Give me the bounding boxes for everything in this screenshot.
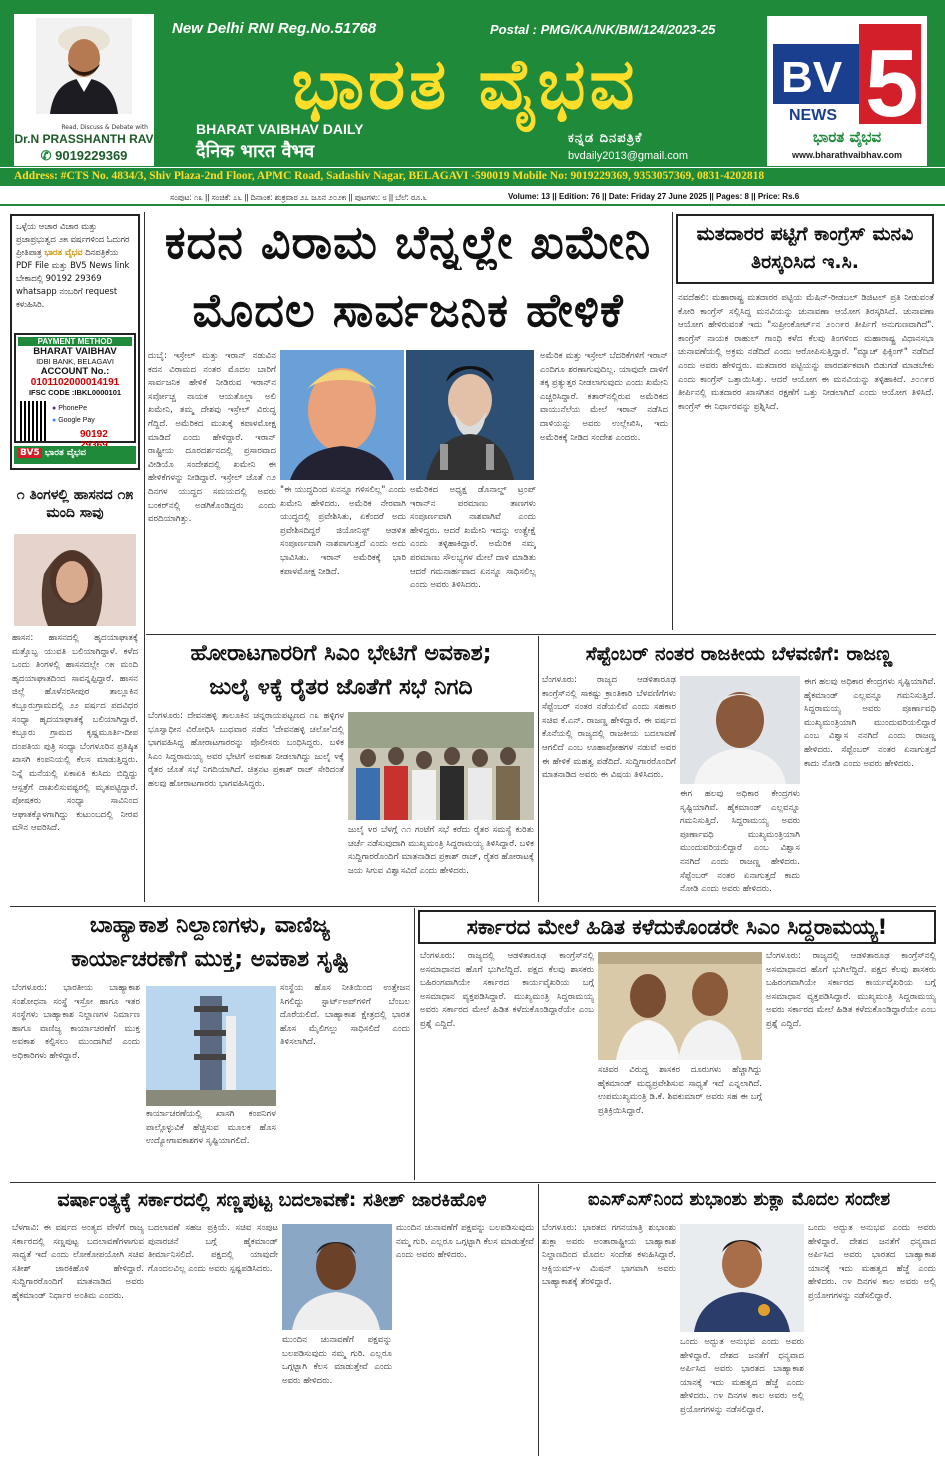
satish-col-3: ಮುಂದಿನ ಚುನಾವಣೆಗೆ ಪಕ್ಷವನ್ನು ಬಲಪಡಿಸುವುದು ನಮ್ಮ ಗುರಿ. ಎಲ್ಲರೂ ಒಗ್ಗಟ್ಟಾಗಿ ಕೆಲಸ ಮಾಡುತ್ತೇವೆ ಎಂದು ಅವರು ಹೇಳಿದರು. — [396, 1223, 534, 1261]
mini-banner — [14, 446, 136, 464]
cm-col-1: ಬೆಂಗಳೂರು: ರಾಜ್ಯದಲ್ಲಿ ಆಡಳಿತಾರೂಢ ಕಾಂಗ್ರೆಸ್‌ನಲ್ಲಿ ಅಸಮಾಧಾನದ ಹೊಗೆ ಭುಗಿಲೆದ್ದಿದೆ. ಪಕ್ಷದ ಕೆಲವು ಶಾಸಕರು ಬಹಿರಂಗವಾಗಿಯೇ ಸರ್ಕಾರದ ಕಾರ್ಯವೈಖರಿಯ ಬಗ್ಗೆ ಅಸಮಾಧಾನ ವ್ಯಕ್ತಪಡಿಸಿದ್ದಾರೆ. ಮುಖ್ಯಮಂತ್ರಿ ಸಿದ್ದರಾಮಯ್ಯ ಅವರು ಸರ್ಕಾರದ ಮೇಲೆ ಹಿಡಿತ ಕಳೆದುಕೊಂಡಿದ್ದಾರೆಯೇ ಎಂಬ ಪ್ರಶ್ನೆ ಎದ್ದಿದೆ. — [420, 951, 594, 1029]
cm-headline: ಸರ್ಕಾರದ ಮೇಲೆ ಹಿಡಿತ ಕಳೆದುಕೊಂಡರೇ ಸಿಎಂ ಸಿದ್ದರಾಮಯ್ಯ! — [466, 915, 888, 939]
payment-bank: IDBI BANK, BELAGAVI — [36, 357, 114, 366]
editor-phone — [14, 148, 154, 164]
promo-text-2: ದಿನಪತ್ರಿಕೆಯ PDF File ಮತ್ತು BV5 News link ಬೇಕಾದಲ್ಲಿ 90192 29369 whatsapp ನಂಬರಿಗೆ request ಕಳುಹಿಸಿರಿ. — [16, 247, 130, 309]
iss-headline: ಐಎಸ್‌ಎಸ್‌ನಿಂದ ಶುಭಾಂಶು ಶುಕ್ಲಾ ಮೊದಲ ಸಂದೇಶ — [587, 1189, 891, 1210]
rajanna-col-2: ಈಗ ಹಲವು ಅಧಿಕಾರ ಕೇಂದ್ರಗಳು ಸೃಷ್ಟಿಯಾಗಿವೆ. ಹೈಕಮಾಂಡ್ ಎಲ್ಲವನ್ನೂ ಗಮನಿಸುತ್ತಿದೆ. ಸಿದ್ದರಾಮಯ್ಯ ಅವರು ಪೂರ್ಣಾವಧಿ ಮುಖ್ಯಮಂತ್ರಿಯಾಗಿ ಮುಂದುವರಿಯಲಿದ್ದಾರೆ ಎಂಬ ವಿಶ್ವಾಸ ನನಗಿದೆ ಎಂದು ರಾಜಣ್ಣ ಹೇಳಿದರು. ಸೆಪ್ಟೆಂಬರ್ ನಂತರ ಏನಾಗುತ್ತದೆ ಕಾದು ನೋಡಿ ಎಂದು ಅವರು ಹೇಳಿದರು. — [804, 677, 936, 769]
gpay-icon: ● — [52, 417, 57, 424]
satish-photo — [282, 1224, 392, 1330]
newspaper-title-english: BHARAT VAIBHAV DAILY — [196, 121, 364, 137]
postal-number: Postal : PMG/KA/NK/BM/124/2023-25 — [490, 22, 716, 37]
kannada-daily-label: ಕನ್ನಡ ದಿನಪತ್ರಿಕೆ — [568, 131, 643, 146]
promo-highlight: ಭಾರತ ವೈಭವ — [44, 247, 83, 257]
lead-col-3: ಅಮೆರಿಕದ ಅಧ್ಯಕ್ಷ ಡೊನಾಲ್ಡ್ ಟ್ರಂಪ್ ಇರಾನ್‌ನ ಪರಮಾಣು ತಾಣಗಳು ಸಂಪೂರ್ಣವಾಗಿ ನಾಶವಾಗಿವೆ ಎಂದು ಹೇಳಿದ್ದರು. ಆದರೆ ಖಮೇನಿ ಇದನ್ನು ಉತ್ಪ್ರೇಕ್ಷೆ ಎಂದು ತಳ್ಳಿಹಾಕಿದ್ದಾರೆ. ಅಮೆರಿಕ ನಮ್ಮ ಪರಮಾಣು ಸೌಲಭ್ಯಗಳ ಮೇಲೆ ದಾಳಿ ಮಾಡಿತು ಆದರೆ ಗಮನಾರ್ಹವಾದ ಏನನ್ನೂ ಸಾಧಿಸಲಿಲ್ಲ ಎಂದು ಅವರು ತಿಳಿಸಿದರು. — [410, 485, 536, 591]
qr-code-icon — [20, 401, 46, 441]
lead-col-2: "ಈ ಯುದ್ಧದಿಂದ ಏನನ್ನೂ ಗಳಿಸಲಿಲ್ಲ" ಎಂದು ಖಮೇನಿ ಹೇಳಿದರು. ಅಮೆರಿಕ ನೇರವಾಗಿ ಯುದ್ಧದಲ್ಲಿ ಪ್ರವೇಶಿಸಿತು, ಏಕೆಂದರೆ ಅದು ಪ್ರವೇಶಿಸದಿದ್ದರೆ ಜಿಯೋನಿಸ್ಟ್ ಆಡಳಿತ ಸಂಪೂರ್ಣವಾಗಿ ನಾಶವಾಗುತ್ತದೆ ಎಂದು ಅದು ಭಾವಿಸಿತು. ಇರಾನ್ ಅಮೆರಿಕಕ್ಕೆ ಭಾರಿ ಕಪಾಳಮೋಕ್ಷ ನೀಡಿದೆ. — [280, 485, 406, 577]
protest-headline-2: ಜುಲೈ ೪ಕ್ಕೆ ರೈತರ ಜೊತೆಗೆ ಸಭೆ ನಿಗದಿ — [209, 675, 473, 700]
bv5-news-box — [767, 16, 927, 166]
website-url[interactable]: www.bharathvaibhav.com — [791, 150, 903, 160]
space-col-2: ಕಾರ್ಯಾಚರಣೆಯಲ್ಲಿ ಖಾಸಗಿ ಕಂಪನಿಗಳ ಪಾಲ್ಗೊಳ್ಳುವಿಕೆ ಹೆಚ್ಚಿಸುವ ಮೂಲಕ ಹೊಸ ಉದ್ಯೋಗಾವಕಾಶಗಳ ಸೃಷ್ಟಿಯಾಗಲಿದೆ. — [146, 1109, 276, 1147]
email-address[interactable]: bvdaily2013@gmail.com — [568, 150, 689, 162]
bv5-text: BV — [781, 53, 843, 102]
column-rule — [144, 212, 145, 902]
address-bar: Address: #CTS No. 4834/3, Shiv Plaza-2nd Floor, APMC Road, Sadashiv Nagar, BELAGAVI -590019 Mobile No: 9019229369, 9353057369, 0831-4202818 — [0, 167, 945, 186]
newspaper-title: ಭಾರತ ವೈಭವ — [291, 43, 639, 125]
gpay-text: Google Pay — [58, 417, 95, 424]
satish-col-1: ಬೆಳಗಾವಿ: ಈ ವರ್ಷದ ಅಂತ್ಯದ ವೇಳೆಗೆ ರಾಜ್ಯ ಸರ್ಕಾರದಲ್ಲಿ ಸಣ್ಣಪುಟ್ಟ ಬದಲಾವಣೆಗಳಾಗುವ ಸಾಧ್ಯತೆ ಇದೆ ಎಂದು ಲೋಕೋಪಯೋಗಿ ಸಚಿವ ಸತೀಶ್ ಜಾರಕಿಹೊಳಿ ಹೇಳಿದ್ದಾರೆ. ಸುದ್ದಿಗಾರರೊಂದಿಗೆ ಮಾತನಾಡಿದ ಅವರು ಹೈಕಮಾಂಡ್ ನಿರ್ಧಾರ ಅಂತಿಮ ಎಂದರು. — [12, 1223, 144, 1301]
rajanna-headline: ಸೆಪ್ಟೆಂಬರ್ ನಂತರ ರಾಜಕೀಯ ಬೆಳವಣಿಗೆ: ರಾಜಣ್ಣ — [585, 643, 893, 665]
iss-col-1: ಬೆಂಗಳೂರು: ಭಾರತದ ಗಗನಯಾತ್ರಿ ಶುಭಾಂಶು ಶುಕ್ಲಾ ಅವರು ಅಂತಾರಾಷ್ಟ್ರೀಯ ಬಾಹ್ಯಾಕಾಶ ನಿಲ್ದಾಣದಿಂದ ಮೊದಲ ಸಂದೇಶ ಕಳುಹಿಸಿದ್ದಾರೆ. ಆಕ್ಸಿಯಮ್-೪ ಮಿಷನ್ ಭಾಗವಾಗಿ ಅವರು ಬಾಹ್ಯಾಕಾಶಕ್ಕೆ ತೆರಳಿದ್ದಾರೆ. — [542, 1223, 676, 1288]
right-top-body: ನವದೆಹಲಿ: ಮಹಾರಾಷ್ಟ್ರ ಮತದಾರರ ಪಟ್ಟಿಯ ಮೆಷಿನ್-ರೀಡಬಲ್ ಡಿಜಿಟಲ್ ಪ್ರತಿ ನೀಡುವಂತೆ ಕೋರಿ ಕಾಂಗ್ರೆಸ್ ಸಲ್ಲಿಸಿದ್ದ ಮನವಿಯನ್ನು ಚುನಾವಣಾ ಆಯೋಗ ತಿರಸ್ಕರಿಸಿದೆ. ಚುನಾವಣಾ ಆಯೋಗ ಹೇಳಿರುವಂತೆ ಇದು "ಸುಪ್ರೀಂಕೋರ್ಟ್‌ನ ೨೦೧೯ರ ತೀರ್ಪಿಗೆ ಅನುಗುಣವಾಗಿದೆ". ಕಾಂಗ್ರೆಸ್ ನಾಯಕ ರಾಹುಲ್ ಗಾಂಧಿ ಕಳೆದ ಕೆಲವು ತಿಂಗಳಿಂದ ಮಹಾರಾಷ್ಟ್ರ ವಿಧಾನಸಭಾ ಚುನಾವಣೆಯಲ್ಲಿ ಅಕ್ರಮ ನಡೆದಿದೆ ಎಂದು ಆರೋಪಿಸುತ್ತಿದ್ದಾರೆ. "ಮ್ಯಾಚ್ ಫಿಕ್ಸಿಂಗ್" ನಡೆದಿದೆ ಎಂದು ಅವರು ಹೇಳಿದ್ದರು. ಮತದಾರರ ಪಟ್ಟಿಯನ್ನು ಪಾರದರ್ಶಕವಾಗಿ ಬಿಡುಗಡೆ ಮಾಡಬೇಕು ಎಂದು ಕಾಂಗ್ರೆಸ್ ಒತ್ತಾಯಿಸಿತ್ತು. ಆದರೆ ಆಯೋಗ ಈ ಮನವಿಯನ್ನು ತಳ್ಳಿಹಾಕಿದೆ. ೨೦೧೯ರ ತೀರ್ಪಿನಲ್ಲಿ ಮತದಾರರ ಖಾಸಗಿತನ ರಕ್ಷಣೆಗೆ ಒತ್ತು ನೀಡಲಾಗಿದೆ ಎಂದು ಆಯೋಗ ತಿಳಿಸಿದೆ. ಕಾಂಗ್ರೆಸ್ ಈ ನಿರ್ಧಾರವನ್ನು ಪ್ರಶ್ನಿಸಿದೆ. — [678, 293, 934, 412]
newspaper-title-hindi: दैनिक भारत वैभव — [196, 141, 315, 162]
lead-headline-1: ಕದನ ವಿರಾಮ ಬೆನ್ನಲ್ಲೇ ಖಮೇನಿ — [164, 215, 652, 269]
whatsapp-icon: ✆ — [40, 148, 52, 163]
editor-name: Dr.N PRASSHANTH RAV — [14, 132, 154, 146]
mini-banner-text: ಭಾರತ ವೈಭವ — [44, 448, 86, 458]
bv5-kannada-label: ಭಾರತ ವೈಭವ — [812, 128, 882, 146]
issue-meta-english: Volume: 13 || Edition: 76 || Date: Friday 27 June 2025 || Pages: 8 || Price: Rs.6 — [508, 192, 800, 201]
satish-headline: ವರ್ಷಾಂತ್ಯಕ್ಕೆ ಸರ್ಕಾರದಲ್ಲಿ ಸಣ್ಣಪುಟ್ಟ ಬದಲಾವಣೆ: ಸತೀಶ್ ಜಾರಕಿಹೊಳಿ — [57, 1189, 487, 1211]
editor-box — [14, 14, 154, 166]
iss-col-2: ಒಂದು ಅದ್ಭುತ ಅನುಭವ ಎಂದು ಅವರು ಹೇಳಿದ್ದಾರೆ. ದೇಶದ ಜನತೆಗೆ ಧನ್ಯವಾದ ಅರ್ಪಿಸಿದ ಅವರು ಭಾರತದ ಬಾಹ್ಯಾಕಾಶ ಯಾನಕ್ಕೆ ಇದು ಮಹತ್ವದ ಹೆಜ್ಜೆ ಎಂದು ಹೇಳಿದರು. ೧೪ ದಿನಗಳ ಕಾಲ ಅವರು ಅಲ್ಲಿ ಪ್ರಯೋಗಗಳನ್ನು ನಡೆಸಲಿದ್ದಾರೆ. — [808, 1223, 936, 1301]
payment-box — [14, 333, 136, 443]
phonepe-icon: ● — [52, 405, 57, 412]
lead-col-1: ದುಬೈ: ಇಸ್ರೇಲ್ ಮತ್ತು ಇರಾನ್ ನಡುವಿನ ಕದನ ವಿರಾಮದ ನಂತರ ಮೊದಲ ಬಾರಿಗೆ ಸಾರ್ವಜನಿಕ ಹೇಳಿಕೆ ನೀಡಿರುವ ಇರಾನ್‌ನ ಸರ್ವೋಚ್ಚ ನಾಯಕ ಆಯತೊಲ್ಲಾ ಅಲಿ ಖಮೇನಿ, ತಮ್ಮ ದೇಶವು ಇಸ್ರೇಲ್ ವಿರುದ್ಧ ಗೆದ್ದಿದೆ. ಅಮೆರಿಕದ ಮುಖಕ್ಕೆ ಕಪಾಳಮೋಕ್ಷ ಮಾಡಿದೆ ಎಂದು ಹೇಳಿದ್ದಾರೆ. ಇರಾನ್ ರಾಷ್ಟ್ರೀಯ ದೂರದರ್ಶನದಲ್ಲಿ ಪ್ರಸಾರವಾದ ವೀಡಿಯೊ ಸಂದೇಶದಲ್ಲಿ ಖಮೇನಿ ಈ ಹೇಳಿಕೆಗಳನ್ನು ನೀಡಿದ್ದಾರೆ. ಇಸ್ರೇಲ್ ಜೊತೆ ೧೨ ದಿನಗಳ ಯುದ್ಧದ ಸಮಯದಲ್ಲಿ ಅವರು ಬಂಕರ್‌ನಲ್ಲಿ ಅಡಗಿಕೊಂಡಿದ್ದರು ಎಂದು ವರದಿಯಾಗಿತ್ತು. — [148, 351, 276, 525]
promo-text — [16, 220, 135, 335]
bv5-logo — [769, 16, 925, 128]
payment-ifsc: IFSC CODE :IBKL0000101 — [28, 388, 122, 397]
row-rule — [10, 1182, 936, 1183]
payment-account-label: ACCOUNT No.: — [40, 366, 110, 377]
column-rule — [538, 1184, 539, 1456]
rajanna-col-1: ಬೆಂಗಳೂರು: ರಾಜ್ಯದ ಆಡಳಿತಾರೂಢ ಕಾಂಗ್ರೆಸ್‌ನಲ್ಲಿ ಸಾಕಷ್ಟು ಕ್ರಾಂತಿಕಾರಿ ಬೆಳವಣಿಗೆಗಳು ಸೆಪ್ಟೆಂಬರ್ ನಂತರ ನಡೆಯಲಿವೆ ಎಂದು ಸಹಕಾರ ಸಚಿವ ಕೆ.ಎನ್. ರಾಜಣ್ಣ ಹೇಳಿದ್ದಾರೆ. ಈ ವರ್ಷದ ಕೊನೆಯಲ್ಲಿ ರಾಜ್ಯದಲ್ಲಿ ರಾಜಕೀಯ ಬದಲಾವಣೆ ಆಗಲಿದೆ ಎಂಬ ಊಹಾಪೋಹಗಳ ನಡುವೆ ಅವರ ಈ ಹೇಳಿಕೆ ಮಹತ್ವ ಪಡೆದಿದೆ. ಸುದ್ದಿಗಾರರೊಂದಿಗೆ ಮಾತನಾಡಿದ ಅವರು ಈ ವಿಷಯ ತಿಳಿಸಿದರು. — [542, 675, 676, 781]
cm-photo — [598, 952, 762, 1060]
row-rule — [10, 906, 936, 907]
cm-col-3: ಬೆಂಗಳೂರು: ರಾಜ್ಯದಲ್ಲಿ ಆಡಳಿತಾರೂಢ ಕಾಂಗ್ರೆಸ್‌ನಲ್ಲಿ ಅಸಮಾಧಾನದ ಹೊಗೆ ಭುಗಿಲೆದ್ದಿದೆ. ಪಕ್ಷದ ಕೆಲವು ಶಾಸಕರು ಬಹಿರಂಗವಾಗಿಯೇ ಸರ್ಕಾರದ ಕಾರ್ಯವೈಖರಿಯ ಬಗ್ಗೆ ಅಸಮಾಧಾನ ವ್ಯಕ್ತಪಡಿಸಿದ್ದಾರೆ. ಮುಖ್ಯಮಂತ್ರಿ ಸಿದ್ದರಾಮಯ್ಯ ಅವರು ಸರ್ಕಾರದ ಮೇಲೆ ಹಿಡಿತ ಕಳೆದುಕೊಂಡಿದ್ದಾರೆಯೇ ಎಂಬ ಪ್ರಶ್ನೆ ಎದ್ದಿದೆ. — [766, 951, 936, 1029]
right-top-headline: ಮತದಾರರ ಪಟ್ಟಿಗೆ ಕಾಂಗ್ರೆಸ್ ಮನವಿ ತಿರಸ್ಕರಿಸಿದ ಇ.ಸಿ. — [696, 223, 914, 273]
bv5-number: 5 — [865, 30, 919, 128]
editor-photo — [36, 18, 132, 114]
promo-text-1: ಒಳ್ಳೆಯ ಆಚಾರ ವಿಚಾರ ಮತ್ತು ಪ್ರಜಾಪ್ರಭುತ್ವದ ೨೫ ವರ್ಷಗಳಿಂದ ಓದುಗರ ಪ್ರೀತಿಪಾತ್ರ — [16, 221, 130, 257]
bv5-mini-icon: BV5 — [20, 448, 40, 458]
payment-apps — [52, 403, 95, 427]
space-col-1: ಬೆಂಗಳೂರು: ಭಾರತೀಯ ಬಾಹ್ಯಾಕಾಶ ಸಂಶೋಧನಾ ಸಂಸ್ಥೆ ಇಸ್ರೋ ಹಾಗೂ ಇತರ ಸಂಸ್ಥೆಗಳು ಬಾಹ್ಯಾಕಾಶ ನಿಲ್ದಾಣಗಳ ನಿರ್ಮಾಣ ಹಾಗೂ ವಾಣಿಜ್ಯ ಕಾರ್ಯಾಚರಣೆಗೆ ಮುಕ್ತ ಅವಕಾಶ ಕಲ್ಪಿಸಲು ಮುಂದಾಗಿವೆ ಎಂದು ಅಧಿಕಾರಿಗಳು ಹೇಳಿದ್ದಾರೆ. — [12, 983, 140, 1061]
issue-meta-kannada: ಸಂಪುಟ: ೧೩ || ಸಂಚಿಕೆ: ೭೬ || ದಿನಾಂಕ: ಶುಕ್ರವಾರ ೨೭ ಜೂನ ೨೦೨೫ || ಪುಟಗಳು: ೮ || ಬೆಲೆ: ರೂ.೬ — [170, 193, 428, 202]
space-col-3: ಸಂಸ್ಥೆಯ ಹೊಸ ನೀತಿಯಿಂದ ಉತ್ತೇಜನ ಸಿಗಲಿದ್ದು ಸ್ಟಾರ್ಟ್‌ಅಪ್‌ಗಳಿಗೆ ಬೆಂಬಲ ದೊರೆಯಲಿದೆ. ಬಾಹ್ಯಾಕಾಶ ಕ್ಷೇತ್ರದಲ್ಲಿ ಭಾರತ ಹೊಸ ಮೈಲಿಗಲ್ಲು ಸಾಧಿಸಲಿದೆ ಎಂದು ತಿಳಿಸಲಾಗಿದೆ. — [280, 983, 410, 1048]
editor-caption: Read, Discuss & Debate with — [61, 124, 148, 131]
lead-photo — [280, 350, 534, 480]
rajanna-col-1b: ಈಗ ಹಲವು ಅಧಿಕಾರ ಕೇಂದ್ರಗಳು ಸೃಷ್ಟಿಯಾಗಿವೆ. ಹೈಕಮಾಂಡ್ ಎಲ್ಲವನ್ನೂ ಗಮನಿಸುತ್ತಿದೆ. ಸಿದ್ದರಾಮಯ್ಯ ಅವರು ಪೂರ್ಣಾವಧಿ ಮುಖ್ಯಮಂತ್ರಿಯಾಗಿ ಮುಂದುವರಿಯಲಿದ್ದಾರೆ ಎಂಬ ವಿಶ್ವಾಸ ನನಗಿದೆ ಎಂದು ರಾಜಣ್ಣ ಹೇಳಿದರು. ಸೆಪ್ಟೆಂಬರ್ ನಂತರ ಏನಾಗುತ್ತದೆ ಕಾದು ನೋಡಿ ಎಂದು ಅವರು ಹೇಳಿದರು. — [680, 789, 800, 895]
issue-meta-bar — [0, 188, 945, 206]
side-story-headline: ೧ ತಿಂಗಳಲ್ಲಿ ಹಾಸನದ ೧೫ ಮಂದಿ ಸಾವು — [16, 487, 134, 521]
masthead — [0, 0, 945, 167]
cm-col-2: ಸಚಿವರ ವಿರುದ್ಧ ಶಾಸಕರ ದೂರುಗಳು ಹೆಚ್ಚಾಗಿದ್ದು ಹೈಕಮಾಂಡ್ ಮಧ್ಯಪ್ರವೇಶಿಸುವ ಸಾಧ್ಯತೆ ಇದೆ ಎನ್ನಲಾಗಿದೆ. ಉಪಮುಖ್ಯಮಂತ್ರಿ ಡಿ.ಕೆ. ಶಿವಕುಮಾರ್ ಅವರು ಸಹ ಈ ಬಗ್ಗೆ ಪ್ರತಿಕ್ರಿಯಿಸಿದ್ದಾರೆ. — [598, 1065, 762, 1116]
row-rule — [146, 634, 936, 635]
iss-col-1b: ಒಂದು ಅದ್ಭುತ ಅನುಭವ ಎಂದು ಅವರು ಹೇಳಿದ್ದಾರೆ. ದೇಶದ ಜನತೆಗೆ ಧನ್ಯವಾದ ಅರ್ಪಿಸಿದ ಅವರು ಭಾರತದ ಬಾಹ್ಯಾಕಾಶ ಯಾನಕ್ಕೆ ಇದು ಮಹತ್ವದ ಹೆಜ್ಜೆ ಎಂದು ಹೇಳಿದರು. ೧೪ ದಿನಗಳ ಕಾಲ ಅವರು ಅಲ್ಲಿ ಪ್ರಯೋಗಗಳನ್ನು ನಡೆಸಲಿದ್ದಾರೆ. — [680, 1337, 804, 1415]
rni-number: New Delhi RNI Reg.No.51768 — [172, 20, 377, 37]
phonepe-label — [52, 403, 95, 415]
space-headline-2: ಕಾರ್ಯಾಚರಣೆಗೆ ಮುಕ್ತ; ಅವಕಾಶ ಸೃಷ್ಟಿ — [71, 947, 349, 972]
payment-account-number: 0101102000014191 — [30, 377, 120, 388]
space-headline-1: ಬಾಹ್ಯಾಕಾಶ ನಿಲ್ದಾಣಗಳು, ವಾಣಿಜ್ಯ — [89, 913, 331, 938]
rajanna-photo — [680, 676, 800, 784]
gpay-label — [52, 415, 95, 427]
editor-phone-number: 9019229369 — [55, 148, 128, 163]
column-rule — [414, 908, 415, 1180]
protest-photo — [348, 712, 534, 820]
payment-title: PAYMENT METHOD — [18, 337, 132, 346]
satish-col-2: ಬದಲಾವಣೆ ಸಹಜ ಪ್ರಕ್ರಿಯೆ. ಸಚಿವ ಸಂಪುಟ ಪುನಾರಚನೆ ಬಗ್ಗೆ ಹೈಕಮಾಂಡ್ ತೀರ್ಮಾನಿಸಲಿದೆ. ಪಕ್ಷದಲ್ಲಿ ಯಾವುದೇ ಗೊಂದಲವಿಲ್ಲ ಎಂದು ಅವರು ಸ್ಪಷ್ಟಪಡಿಸಿದರು. — [148, 1223, 278, 1274]
side-story-photo — [14, 534, 136, 626]
protest-col-1: ಬೆಂಗಳೂರು: ದೇವನಹಳ್ಳಿ ತಾಲೂಕಿನ ಚನ್ನರಾಯಪಟ್ಟಣದ ೧೩ ಹಳ್ಳಿಗಳ ಭೂಸ್ವಾಧೀನ ವಿರೋಧಿಸಿ ಬುಧವಾರ ನಡೆದ 'ದೇವನಹಳ್ಳಿ ಚಲೋ'ದಲ್ಲಿ ಭಾಗವಹಿಸಿದ್ದ ಹೋರಾಟಗಾರರನ್ನು ಪೊಲೀಸರು ಬಂಧಿಸಿದ್ದರು. ಬಳಿಕ ಸಿಎಂ ಸಿದ್ದರಾಮಯ್ಯ ಅವರ ಭೇಟಿಗೆ ಅವಕಾಶ ನೀಡಲಾಗಿದ್ದು ಜುಲೈ ೪ಕ್ಕೆ ರೈತರ ಜೊತೆ ಸಭೆ ನಿಗದಿಯಾಗಿದೆ. ಚಿತ್ರನಟ ಪ್ರಕಾಶ್ ರಾಜ್ ಸೇರಿದಂತೆ ಹಲವು ಹೋರಾಟಗಾರರು ಭಾಗವಹಿಸಿದ್ದರು. — [148, 711, 344, 789]
phonepe-text: PhonePe — [58, 405, 87, 412]
column-rule — [672, 212, 673, 630]
satish-col-3a: ಮುಂದಿನ ಚುನಾವಣೆಗೆ ಪಕ್ಷವನ್ನು ಬಲಪಡಿಸುವುದು ನಮ್ಮ ಗುರಿ. ಎಲ್ಲರೂ ಒಗ್ಗಟ್ಟಾಗಿ ಕೆಲಸ ಮಾಡುತ್ತೇವೆ ಎಂದು ಅವರು ಹೇಳಿದರು. — [282, 1335, 392, 1386]
side-story-body: ಹಾಸನ: ಹಾಸನದಲ್ಲಿ ಹೃದಯಾಘಾತಕ್ಕೆ ಮತ್ತೊಬ್ಬ ಯುವತಿ ಬಲಿಯಾಗಿದ್ದಾಳೆ. ಕಳೆದ ಒಂದು ತಿಂಗಳಲ್ಲಿ ಹಾಸನದಲ್ಲೇ ೧೫ ಮಂದಿ ಹೃದಯಾಘಾತದಿಂದ ಸಾವನ್ನಪ್ಪಿದ್ದಾರೆ. ಹಾಸನ ಜಿಲ್ಲೆ ಹೊಳೆನರಸೀಪುರ ತಾಲ್ಲೂಕಿನ ಕಬ್ಬೂರುಗ್ರಾಮದಲ್ಲಿ ೨೨ ವರ್ಷದ ಪದವಿಧರ ಸಂಧ್ಯಾ ಹೃದಯಾಘಾತಕ್ಕೆ ಬಲಿಯಾಗಿದ್ದಾರೆ. ಕಬ್ಬೂರು ಗ್ರಾಮದ ಕೃಷ್ಣಮೂರ್ತಿ-ದೀಪ ದಂಪತಿಯ ಪುತ್ರಿ ಸಂಧ್ಯಾ ಬೆಂಗಳೂರಿನ ಪ್ರತಿಷ್ಠಿತ ಖಾಸಗಿ ಕಂಪನಿಯಲ್ಲಿ ಕೆಲಸ ಮಾಡುತ್ತಿದ್ದರು. ನಿನ್ನೆ ಮನೆಯಲ್ಲಿ ಏಕಾಏಕಿ ಕುಸಿದು ಬಿದ್ದಿದ್ದು ಆಸ್ಪತ್ರೆಗೆ ದಾಖಲಿಸುವಷ್ಟರಲ್ಲಿ ಮೃತಪಟ್ಟಿದ್ದಾರೆ. ಪೋಷಕರು ಸಂಧ್ಯಾ ಸಾವಿನಿಂದ ಆಘಾತಕ್ಕೊಳಗಾಗಿದ್ದು ಕುಟುಂಬದಲ್ಲಿ ನೀರವ ಮೌನ ಆವರಿಸಿದೆ. — [12, 633, 138, 834]
bv5-news-label: NEWS — [789, 107, 837, 124]
payment-name: BHARAT VAIBHAV — [33, 346, 117, 357]
protest-col-2: ಜುಲೈ ೪ರ ಬೆಳಗ್ಗೆ ೧೧ ಗಂಟೆಗೆ ಸಭೆ ಕರೆದು ರೈತರ ಸಮಸ್ಯೆ ಕುರಿತು ಚರ್ಚೆ ನಡೆಸುವುದಾಗಿ ಮುಖ್ಯಮಂತ್ರಿ ಸಿದ್ದರಾಮಯ್ಯ ತಿಳಿಸಿದ್ದಾರೆ. ಬಳಿಕ ಸುದ್ದಿಗಾರರೊಂದಿಗೆ ಮಾತನಾಡಿದ ಪ್ರಕಾಶ್ ರಾಜ್, ರೈತರ ಹೋರಾಟಕ್ಕೆ ಜಯ ಸಿಗುವ ವಿಶ್ವಾಸವಿದೆ ಎಂದು ಹೇಳಿದರು. — [348, 825, 534, 876]
protest-headline-1: ಹೋರಾಟಗಾರರಿಗೆ ಸಿಎಂ ಭೇಟಿಗೆ ಅವಕಾಶ; — [190, 641, 492, 666]
payment-phone: 90192 — [80, 429, 108, 440]
iss-photo — [680, 1224, 804, 1332]
column-rule — [538, 636, 539, 902]
lead-headline-2: ಮೊದಲ ಸಾರ್ವಜನಿಕ ಹೇಳಿಕೆ — [192, 283, 624, 337]
space-photo — [146, 986, 276, 1106]
lead-col-4: ಅಮೆರಿಕ ಮತ್ತು ಇಸ್ರೇಲ್ ಬೆದರಿಕೆಗಳಿಗೆ ಇರಾನ್ ಎಂದಿಗೂ ಶರಣಾಗುವುದಿಲ್ಲ. ಯಾವುದೇ ದಾಳಿಗೆ ತಕ್ಕ ಪ್ರತ್ಯುತ್ತರ ನೀಡಲಾಗುವುದು ಎಂದು ಖಮೇನಿ ಎಚ್ಚರಿಸಿದ್ದಾರೆ. ಕತಾರ್‌ನಲ್ಲಿರುವ ಅಮೆರಿಕದ ವಾಯುನೆಲೆಯ ಮೇಲೆ ಇರಾನ್ ನಡೆಸಿದ ದಾಳಿಯನ್ನು ಅವರು ಉಲ್ಲೇಖಿಸಿ, ಇದು ಅಮೆರಿಕಕ್ಕೆ ನೀಡಿದ ಸಂದೇಶ ಎಂದರು. — [540, 351, 668, 443]
